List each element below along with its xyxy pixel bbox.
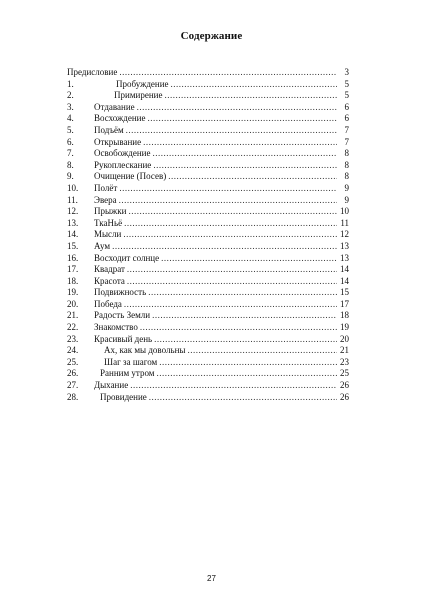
toc-leader-dots [126,125,337,137]
toc-label: Предисловие [67,67,118,77]
toc-row [67,79,349,91]
toc-leader-dots [159,357,337,369]
toc-leader-dots [143,137,337,149]
toc-leader-dots [164,90,337,102]
toc-label: Отдавание [94,101,135,112]
toc-page-number: 8 [344,171,349,182]
toc-label: Красота [94,275,125,286]
toc-number: 7. [67,148,74,159]
toc-row [67,264,349,276]
toc-label: Пробуждение [116,78,169,89]
toc-page-number: 14 [340,264,349,275]
toc-row [67,287,349,299]
toc-label: Дыхание [94,380,129,391]
toc-number: 18. [67,275,79,286]
toc-row [67,241,349,253]
toc-row [67,218,349,230]
toc-row [67,380,349,392]
toc-page-number: 11 [340,217,349,228]
toc-page-number: 18 [340,310,349,321]
toc-leader-dots [130,380,337,392]
toc-number: 13. [67,217,79,228]
toc-page-number: 17 [340,298,349,309]
toc-label: Провидение [100,391,147,402]
toc-leader-dots [153,160,337,172]
toc-number: 22. [67,322,79,333]
toc-label: Ах, как мы довольны [104,345,186,356]
toc-label: ТкаНьё [94,217,123,228]
toc-number: 23. [67,333,79,344]
toc-page-number: 9 [344,182,349,193]
toc-row [67,125,349,137]
toc-leader-dots [119,67,337,79]
toc-number: 24. [67,345,79,356]
toc-row [67,276,349,288]
page-title: Содержание [180,30,243,42]
toc-label: Ранним утром [100,368,155,379]
toc-leader-dots [119,183,337,195]
toc-leader-dots [123,229,337,241]
toc-row [67,253,349,265]
toc-row [67,148,349,160]
toc-label: Эвера [94,194,117,205]
toc-page-number: 5 [344,78,349,89]
toc-page-number: 19 [340,322,349,333]
toc-page-number: 5 [344,90,349,101]
toc-page-number: 25 [340,368,349,379]
toc-number: 9. [67,171,74,182]
toc-label: Восходит солнце [94,252,160,263]
toc-leader-dots [124,218,337,230]
toc-page-number: 14 [340,275,349,286]
toc-row [67,299,349,311]
toc-leader-dots [161,253,337,265]
toc-leader-dots [147,113,337,125]
toc-label: Радость Земли [94,310,151,321]
toc-leader-dots [149,392,337,404]
toc-page-number: 10 [340,206,349,217]
toc-number: 15. [67,240,79,251]
toc-label: Полёт [94,182,118,193]
toc-row [67,102,349,114]
toc-page-number: 15 [340,287,349,298]
toc-number: 25. [67,356,79,367]
toc-page-number: 26 [340,380,349,391]
toc-page-number: 7 [344,136,349,147]
toc-row [67,90,349,102]
toc-label: Подвижность [94,287,147,298]
toc-number: 27. [67,380,79,391]
toc-number: 28. [67,391,79,402]
toc-number: 20. [67,298,79,309]
toc-leader-dots [112,241,337,253]
toc-number: 14. [67,229,79,240]
toc-label: Открывание [94,136,142,147]
toc-row [67,368,349,380]
toc-number: 8. [67,159,74,170]
toc-number: 11. [67,194,78,205]
toc-page-number: 23 [340,356,349,367]
toc-leader-dots [127,264,337,276]
toc-number: 17. [67,264,79,275]
toc-number: 5. [67,124,74,135]
toc-leader-dots [152,148,337,160]
toc-label: Знакомство [94,322,138,333]
toc-leader-dots [124,299,337,311]
toc-leader-dots [171,79,337,91]
toc-label: Освобождение [94,148,151,159]
toc-page-number: 12 [340,229,349,240]
toc-page-number: 20 [340,333,349,344]
toc-leader-dots [156,368,337,380]
toc-leader-dots [119,195,337,207]
toc-number: 2. [67,90,74,101]
toc-leader-dots [168,171,337,183]
toc-row [67,195,349,207]
toc-row-preface [67,67,349,79]
toc-page-number: 13 [340,240,349,251]
toc-label: Шаг за шагом [104,356,158,367]
toc-leader-dots [154,334,337,346]
toc-label: Победа [94,298,122,309]
toc-row [67,206,349,218]
toc-row [67,357,349,369]
toc-row [67,229,349,241]
toc-row [67,171,349,183]
toc-page-number: 7 [344,124,349,135]
toc-label: Красивый день [94,333,153,344]
toc-number: 3. [67,101,74,112]
toc-page-number: 6 [344,113,349,124]
toc-page-number: 8 [344,148,349,159]
toc-number: 16. [67,252,79,263]
toc-leader-dots [127,276,337,288]
toc-leader-dots [137,102,337,114]
toc-number: 1. [67,78,74,89]
toc-leader-dots [187,345,337,357]
toc-page-number: 21 [340,345,349,356]
toc-row [67,113,349,125]
toc-page-number: 8 [344,159,349,170]
toc-number: 10. [67,182,79,193]
toc-row [67,345,349,357]
toc-label: Примирение [114,90,163,101]
toc-label: Аум [94,240,111,251]
toc-row [67,137,349,149]
toc-label: Очищение (Посев) [94,171,167,182]
toc-page-number: 9 [344,194,349,205]
toc-label: Восхождение [94,113,146,124]
toc-label: Квадрат [94,264,125,275]
toc-row [67,392,349,404]
toc-page-number: 6 [344,101,349,112]
toc-leader-dots [152,310,337,322]
page-number: 27 [207,574,216,583]
toc-leader-dots [140,322,337,334]
toc-row [67,160,349,172]
toc-page-number: 3 [344,67,349,77]
toc-number: 4. [67,113,74,124]
toc-number: 6. [67,136,74,147]
toc-row [67,322,349,334]
toc-row [67,334,349,346]
toc-label: Рукоплескание [94,159,152,170]
toc-number: 12. [67,206,79,217]
toc-number: 26. [67,368,79,379]
table-of-contents [67,67,349,403]
toc-page-number: 13 [340,252,349,263]
toc-leader-dots [128,206,337,218]
toc-label: Мысли [94,229,122,240]
toc-page-number: 26 [340,391,349,402]
toc-number: 21. [67,310,79,321]
toc-row [67,183,349,195]
toc-row [67,310,349,322]
toc-leader-dots [148,287,337,299]
toc-label: Подъём [94,124,124,135]
toc-number: 19. [67,287,79,298]
toc-label: Прыжки [94,206,127,217]
